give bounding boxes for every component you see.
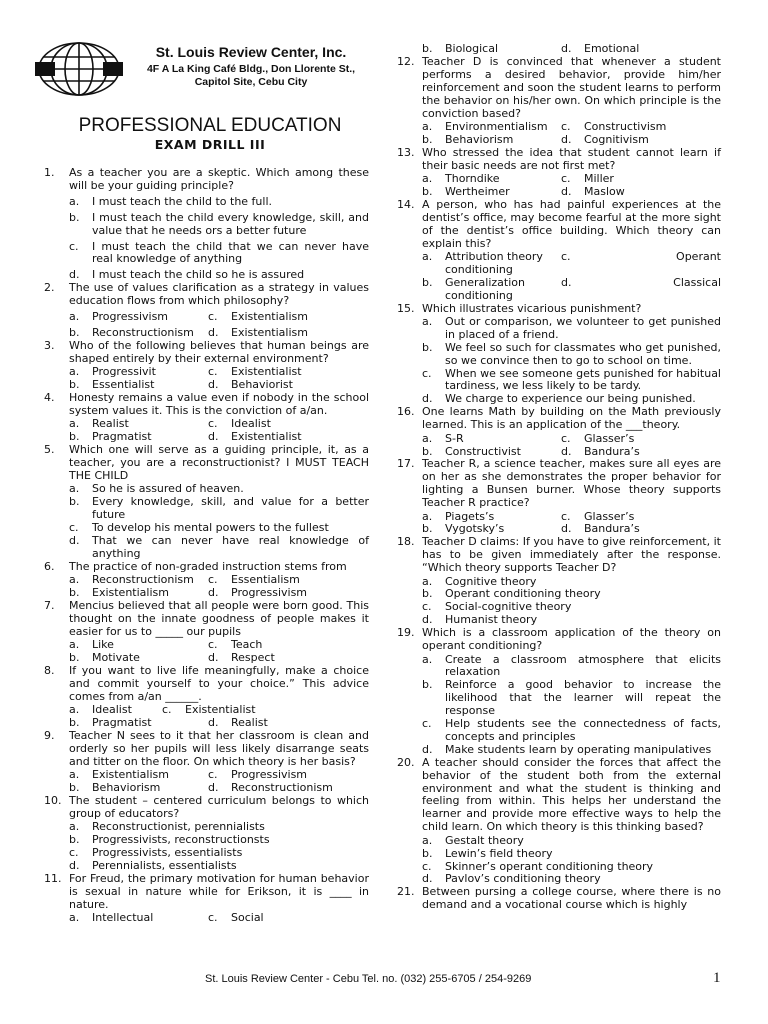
option-b-continuation: conditioning bbox=[445, 288, 513, 302]
question-text: The student – centered curriculum belongs to which group of educators? bbox=[69, 794, 369, 820]
question-number: 11. bbox=[44, 872, 62, 886]
question-number: 13. bbox=[397, 145, 415, 159]
option-c: Progressivists, essentialists bbox=[92, 846, 243, 860]
option-b: Essentialist bbox=[92, 378, 155, 392]
option-b: I must teach the child every knowledge, skill, and value that he needs ors a better future bbox=[92, 210, 369, 237]
question-18 bbox=[397, 536, 721, 627]
option-a: Piagets’s bbox=[445, 509, 495, 523]
option-letter: c. bbox=[208, 310, 218, 324]
question-number: 2. bbox=[44, 281, 55, 295]
option-d: Behaviorist bbox=[231, 378, 293, 392]
question-19 bbox=[397, 627, 721, 757]
question-7 bbox=[44, 600, 369, 665]
option-letter: a. bbox=[69, 417, 80, 431]
option-letter: d. bbox=[69, 533, 80, 547]
question-text: One learns Math by building on the Math previously learned. This is an application of the ___theory. bbox=[422, 405, 721, 432]
option-letter: c. bbox=[422, 600, 432, 614]
option-c: Teach bbox=[231, 638, 263, 652]
question-text: Teacher N sees to it that her classroom is clean and orderly so her pupils will less likely disarrange seats and titter on the floor. On which theory is her basis? bbox=[69, 729, 369, 768]
question-11 bbox=[44, 873, 369, 925]
option-a: Out or comparison, we volunteer to get punished in placed of a friend. bbox=[445, 314, 721, 341]
option-letter: c. bbox=[561, 250, 571, 263]
option-letter: a. bbox=[69, 820, 80, 834]
option-letter: b. bbox=[69, 325, 80, 339]
option-b: Wertheimer bbox=[445, 184, 510, 198]
option-letter: b. bbox=[69, 833, 80, 847]
option-letter: b. bbox=[422, 846, 433, 860]
question-number: 7. bbox=[44, 599, 55, 612]
option-letter: c. bbox=[422, 366, 432, 380]
question-number: 20. bbox=[397, 755, 415, 769]
option-letter: c. bbox=[69, 239, 79, 253]
option-letter: b. bbox=[422, 444, 433, 458]
option-d: Respect bbox=[231, 651, 275, 665]
question-text: As a teacher you are a skeptic. Which among these will be your guiding principle? bbox=[69, 166, 369, 192]
question-text: Who of the following believes that human beings are shaped entirely by their external environment? bbox=[69, 338, 369, 365]
option-letter: b. bbox=[69, 781, 80, 795]
question-number: 21. bbox=[397, 885, 415, 899]
question-number: 1. bbox=[44, 166, 55, 179]
option-a: Idealist bbox=[92, 703, 132, 717]
question-15 bbox=[397, 303, 721, 407]
option-b: Every knowledge, skill, and value for a better future bbox=[92, 495, 369, 522]
question-number: 9. bbox=[44, 729, 55, 743]
question-number: 8. bbox=[44, 664, 55, 678]
option-letter: b. bbox=[69, 495, 80, 509]
option-letter: c. bbox=[208, 573, 218, 587]
option-letter: c. bbox=[561, 172, 571, 186]
option-a: Progressivit bbox=[92, 365, 156, 379]
option-letter: c. bbox=[208, 365, 218, 379]
option-d-word: Classical bbox=[673, 275, 721, 289]
option-a: Attribution theory bbox=[445, 250, 543, 263]
option-c: Glasser’s bbox=[584, 431, 635, 445]
option-c-continuation: conditioning bbox=[445, 262, 513, 276]
option-b: Biological bbox=[445, 42, 499, 55]
option-letter: a. bbox=[69, 638, 80, 652]
option-letter: d. bbox=[561, 42, 572, 55]
option-letter: c. bbox=[69, 846, 79, 860]
option-letter: b. bbox=[69, 716, 80, 730]
question-text: Who stressed the idea that student cannot learn if their basic needs are not first met? bbox=[422, 145, 721, 172]
option-letter: a. bbox=[422, 250, 433, 263]
question-number: 15. bbox=[397, 301, 415, 315]
option-letter: c. bbox=[422, 859, 432, 873]
option-letter: d. bbox=[561, 444, 572, 458]
option-a: I must teach the child to the full. bbox=[92, 194, 273, 208]
document-subtitle: EXAM DRILL III bbox=[154, 137, 266, 152]
question-number: 10. bbox=[44, 794, 62, 808]
option-letter: c. bbox=[561, 119, 571, 133]
option-letter: a. bbox=[69, 310, 80, 324]
option-letter: b. bbox=[69, 430, 80, 444]
option-b: Vygotsky’s bbox=[445, 522, 505, 536]
option-letter: a. bbox=[69, 194, 80, 208]
question-text: Mencius believed that all people were born good. This thought on the innate goodness of people makes it easier for us to _____ our pupils bbox=[69, 599, 369, 638]
question-text: Teacher D claims: If you have to give reinforcement, it has to be given immediately after the response. “Which theory supports Teacher D? bbox=[422, 535, 721, 575]
question-text: Which is a classroom application of the theory on operant conditioning? bbox=[422, 626, 721, 653]
option-d: Maslow bbox=[584, 184, 625, 198]
question-text: Which illustrates vicarious punishment? bbox=[422, 301, 642, 315]
option-a: Create a classroom atmosphere that elicits relaxation bbox=[445, 652, 721, 679]
option-letter: b. bbox=[422, 587, 433, 601]
option-d: Perennialists, essentialists bbox=[92, 859, 237, 873]
question-text: Teacher R, a science teacher, makes sure all eyes are on her as she demonstrates the proper behavior for lighting a Bunsen burner. Whose theory supports Teacher R practice? bbox=[422, 457, 721, 510]
option-c: Progressivism bbox=[231, 768, 308, 782]
option-letter: b. bbox=[422, 184, 433, 198]
option-c: Skinner’s operant conditioning theory bbox=[445, 859, 654, 873]
option-d: I must teach the child so he is assured bbox=[92, 268, 305, 282]
option-letter: d. bbox=[208, 781, 219, 795]
question-8 bbox=[44, 665, 369, 730]
option-b: Pragmatist bbox=[92, 716, 152, 730]
option-c: When we see someone gets punished for habitual tardiness, we less likely to be tardy. bbox=[445, 366, 721, 393]
question-5 bbox=[44, 444, 369, 561]
question-4 bbox=[44, 392, 369, 444]
question-number: 3. bbox=[44, 338, 55, 352]
option-letter: b. bbox=[422, 132, 433, 146]
option-a: Environmentialism bbox=[445, 119, 548, 133]
option-letter: c. bbox=[208, 417, 218, 431]
option-letter: d. bbox=[561, 275, 572, 289]
option-letter: a. bbox=[69, 911, 80, 925]
question-text: A person, who has had painful experiences at the dentist’s office, may become fearful at the more sight of the dentist’s office building. Which theory can explain this? bbox=[422, 197, 721, 250]
question-text: The practice of non-graded instruction stems from bbox=[69, 559, 347, 573]
question-9 bbox=[44, 730, 369, 795]
option-b: Motivate bbox=[92, 651, 140, 665]
question-11-continued bbox=[422, 43, 721, 56]
option-d: Realist bbox=[231, 716, 268, 730]
option-letter: d. bbox=[208, 716, 219, 730]
option-b: Behaviorism bbox=[445, 132, 514, 146]
option-letter: a. bbox=[69, 768, 80, 782]
option-letter: c. bbox=[422, 717, 432, 731]
option-b: Constructivist bbox=[445, 444, 521, 458]
question-17 bbox=[397, 458, 721, 536]
option-letter: c. bbox=[208, 768, 218, 782]
option-letter: c. bbox=[208, 911, 218, 925]
option-b: Generalization bbox=[445, 275, 525, 289]
left-column bbox=[44, 167, 369, 925]
option-d: Bandura’s bbox=[584, 522, 640, 536]
option-letter: c. bbox=[69, 521, 79, 535]
option-letter: d. bbox=[561, 522, 572, 536]
option-letter: d. bbox=[208, 378, 219, 392]
option-letter: b. bbox=[69, 210, 80, 224]
option-c: Idealist bbox=[231, 417, 271, 431]
question-number: 17. bbox=[397, 457, 415, 471]
option-letter: a. bbox=[69, 573, 80, 587]
question-text: Teacher D is convinced that whenever a student performs a desired behavior, provide him/her reinforcement and soon the student learns to perform the behavior on his/her own. On which principle is the conviction based? bbox=[422, 54, 721, 120]
question-2 bbox=[44, 282, 369, 340]
option-letter: a. bbox=[422, 652, 433, 666]
option-c: To develop his mental powers to the fullest bbox=[92, 521, 329, 535]
option-c: Existentialist bbox=[185, 703, 256, 717]
page-footer: St. Louis Review Center - Cebu Tel. no. (032) 255-6705 / 254-9269 bbox=[205, 973, 532, 985]
question-13 bbox=[397, 147, 721, 199]
option-c: Essentialism bbox=[231, 573, 300, 587]
option-letter: d. bbox=[208, 651, 219, 665]
option-b: Behaviorism bbox=[92, 781, 161, 795]
question-number: 18. bbox=[397, 535, 415, 549]
option-a: Reconstructionism bbox=[92, 573, 194, 587]
option-b: Existentialism bbox=[92, 586, 169, 600]
option-d: Bandura’s bbox=[584, 444, 640, 458]
question-3 bbox=[44, 340, 369, 392]
question-21 bbox=[397, 886, 721, 912]
option-b: We feel so such for classmates who get punished, so we convince then to go to school on time. bbox=[445, 340, 721, 367]
option-letter: d. bbox=[422, 613, 433, 627]
question-1 bbox=[44, 167, 369, 282]
option-a: Reconstructionist, perennialists bbox=[92, 820, 265, 834]
question-12 bbox=[397, 56, 721, 147]
option-letter: b. bbox=[422, 275, 433, 289]
org-address bbox=[126, 63, 376, 88]
question-6 bbox=[44, 561, 369, 600]
document-title: PROFESSIONAL EDUCATION bbox=[78, 115, 342, 136]
question-number: 12. bbox=[397, 54, 415, 68]
option-a: So he is assured of heaven. bbox=[92, 482, 244, 496]
option-d: That we can never have real knowledge of anything bbox=[92, 533, 369, 560]
option-letter: a. bbox=[422, 431, 433, 445]
address-line-1: 4F A La King Café Bldg., Don Llorente St., bbox=[146, 63, 356, 75]
option-letter: c. bbox=[162, 703, 172, 717]
option-letter: a. bbox=[69, 482, 80, 496]
option-letter: b. bbox=[422, 340, 433, 354]
option-d: We charge to experience our being punished. bbox=[445, 392, 696, 406]
option-letter: d. bbox=[422, 742, 433, 756]
option-letter: d. bbox=[69, 268, 80, 282]
option-letter: d. bbox=[69, 859, 80, 873]
right-column bbox=[397, 43, 721, 913]
question-text: A teacher should consider the forces that affect the behavior of the student both from the external environment and what the student is thinking and feeling from within. This helps her understand the learner and provide more effective ways to help the child learn. On which theory is this thinking based? bbox=[422, 755, 721, 834]
option-letter: c. bbox=[561, 509, 571, 523]
option-b: Progressivists, reconstructionsts bbox=[92, 833, 270, 847]
option-d: Reconstructionism bbox=[231, 781, 333, 795]
option-a: Thorndike bbox=[445, 172, 500, 186]
option-b: Pragmatist bbox=[92, 430, 152, 444]
option-letter: a. bbox=[422, 509, 433, 523]
option-letter: b. bbox=[422, 42, 433, 55]
option-letter: a. bbox=[422, 314, 433, 328]
option-letter: d. bbox=[561, 132, 572, 146]
option-b: Lewin’s field theory bbox=[445, 846, 553, 860]
question-number: 16. bbox=[397, 405, 415, 419]
option-letter: d. bbox=[422, 872, 433, 886]
option-d: Make students learn by operating manipulatives bbox=[445, 742, 712, 756]
address-line-2: Capitol Site, Cebu City bbox=[194, 75, 308, 88]
option-letter: a. bbox=[422, 172, 433, 186]
option-c: Miller bbox=[584, 172, 614, 186]
option-a: Cognitive theory bbox=[445, 574, 537, 588]
option-letter: c. bbox=[208, 638, 218, 652]
question-number: 14. bbox=[397, 197, 415, 211]
option-d: Progressivism bbox=[231, 586, 308, 600]
option-letter: a. bbox=[422, 119, 433, 133]
option-letter: a. bbox=[69, 365, 80, 379]
option-letter: d. bbox=[561, 184, 572, 198]
option-b: Operant conditioning theory bbox=[445, 587, 601, 601]
option-c: Existentialism bbox=[231, 310, 308, 324]
option-a: Progressivism bbox=[92, 310, 169, 324]
option-d: Emotional bbox=[584, 42, 640, 55]
option-c: I must teach the child that we can never have real knowledge of anything bbox=[92, 239, 369, 266]
option-d: Cognitivism bbox=[584, 132, 649, 146]
question-text: Which one will serve as a guiding principle, it, as a teacher, you are a reconstructionist? I MUST TEACH THE CHILD bbox=[69, 443, 369, 482]
option-c: Social bbox=[231, 911, 264, 925]
option-d: Pavlov’s conditioning theory bbox=[445, 872, 601, 886]
option-letter: d. bbox=[422, 392, 433, 406]
question-20 bbox=[397, 757, 721, 887]
question-text: For Freud, the primary motivation for human behavior is sexual in nature while for Erikson, it is ____ in nature. bbox=[69, 872, 369, 911]
question-16 bbox=[397, 406, 721, 458]
question-14: 14. A person, who has had painful experiences at the dentist’s office, may become fearful at the more sight of the dentist’s office building. Which theory can explain this? a. Attribution theory c. Operant conditioning b. Generalization d. Classical conditioning bbox=[397, 197, 721, 302]
option-letter: a. bbox=[69, 703, 80, 717]
question-number: 19. bbox=[397, 626, 415, 640]
option-a: Intellectual bbox=[92, 911, 154, 925]
option-a: Like bbox=[92, 638, 114, 652]
question-number: 6. bbox=[44, 559, 55, 573]
question-text: Between pursing a college course, where there is no demand and a vocational course which is highly bbox=[422, 885, 721, 912]
option-letter: a. bbox=[422, 833, 433, 847]
page-number: 1 bbox=[713, 970, 721, 986]
option-a: Gestalt theory bbox=[445, 833, 524, 847]
option-letter: d. bbox=[208, 325, 219, 339]
option-letter: d. bbox=[208, 430, 219, 444]
option-c: Existentialist bbox=[231, 365, 302, 379]
option-d: Existentialist bbox=[231, 430, 302, 444]
option-d: Existentialism bbox=[231, 325, 308, 339]
question-number: 4. bbox=[44, 391, 55, 404]
option-d: Humanist theory bbox=[445, 613, 538, 627]
option-letter: b. bbox=[69, 651, 80, 665]
option-b: Reinforce a good behavior to increase the likelihood that the learner will repeat the response bbox=[445, 678, 721, 718]
option-letter: b. bbox=[422, 522, 433, 536]
question-text: Honesty remains a value even if nobody in the school system values it. This is the conviction of a/an. bbox=[69, 391, 369, 417]
option-letter: a. bbox=[422, 574, 433, 588]
option-letter: b. bbox=[69, 378, 80, 392]
option-a: S-R bbox=[445, 431, 464, 445]
option-a: Existentialism bbox=[92, 768, 169, 782]
option-letter: d. bbox=[208, 586, 219, 600]
globe-logo-icon bbox=[35, 40, 123, 98]
option-letter: b. bbox=[69, 586, 80, 600]
question-10 bbox=[44, 795, 369, 873]
option-c: Social-cognitive theory bbox=[445, 600, 572, 614]
option-c: Help students see the connectedness of facts, concepts and principles bbox=[445, 717, 721, 743]
option-a: Realist bbox=[92, 417, 129, 431]
option-letter: b. bbox=[422, 678, 433, 692]
question-text: The use of values clarification as a strategy in values education flows from which philosophy? bbox=[69, 281, 369, 308]
option-c: Constructivism bbox=[584, 119, 667, 133]
org-name: St. Louis Review Center, Inc. bbox=[155, 44, 347, 60]
option-letter: c. bbox=[561, 431, 571, 445]
option-b: Reconstructionism bbox=[92, 325, 194, 339]
question-number: 5. bbox=[44, 443, 55, 457]
question-text: If you want to live life meaningfully, make a choice and commit yourself to your choice.” This advice comes from a/an ______. bbox=[69, 664, 369, 703]
option-c: Glasser’s bbox=[584, 509, 635, 523]
